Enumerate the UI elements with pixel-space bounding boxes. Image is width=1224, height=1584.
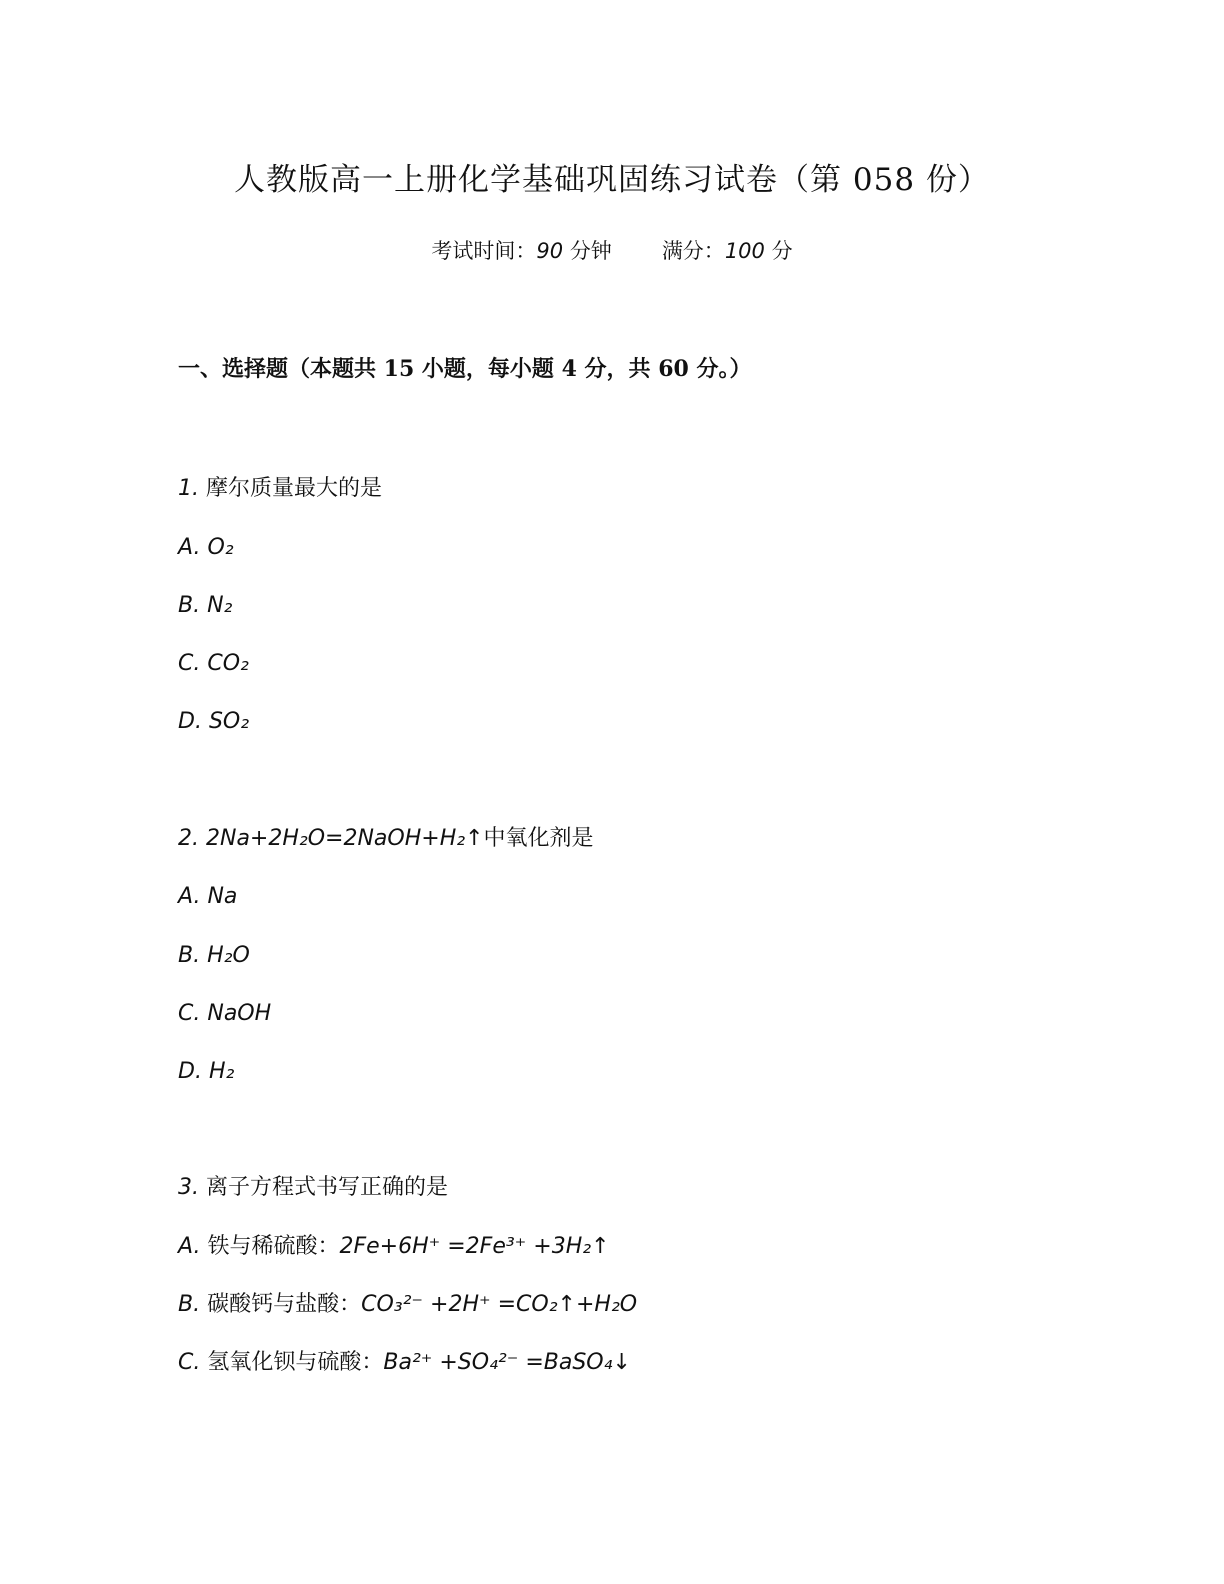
section-heading: 一、选择题（本题共 15 小题，每小题 4 分，共 60 分。） [178,356,752,382]
option-letter: B. [178,943,201,968]
option-text: O₂ [207,535,234,560]
question-formula: 2Na+2H₂O=2NaOH+H₂↑ [206,826,484,851]
question-1-option-b[interactable] [178,589,232,623]
question-2-option-a[interactable] [178,880,237,914]
question-number: 3. [178,1175,199,1200]
option-label: 铁与稀硫酸： [207,1234,340,1259]
question-text: 摩尔质量最大的是 [206,476,383,501]
option-formula: Ba²⁺ +SO₄²⁻ =BaSO₄↓ [383,1350,631,1375]
question-1-stem [178,472,382,506]
time-unit: 分钟 [569,239,612,263]
question-1-option-a[interactable] [178,531,234,565]
score-label: 满分： [661,239,725,263]
option-letter: A. [178,535,201,560]
score-unit: 分 [771,239,793,263]
option-letter: C. [178,1350,201,1375]
option-letter: B. [178,593,201,618]
question-1-option-c[interactable] [178,647,249,681]
question-3-stem [178,1171,448,1205]
option-text: N₂ [207,593,233,618]
question-number: 2. [178,826,199,851]
question-2-option-d[interactable] [178,1055,234,1089]
score-value: 100 [724,239,765,263]
option-letter: D. [178,1059,202,1084]
option-text: SO₂ [208,709,250,734]
option-label: 碳酸钙与盐酸： [207,1292,362,1317]
question-3-option-b[interactable] [178,1288,637,1322]
option-letter: C. [178,1001,201,1026]
option-letter: C. [178,651,201,676]
question-text: 离子方程式书写正确的是 [206,1175,449,1200]
option-letter: D. [178,709,202,734]
page-title: 人教版高一上册化学基础巩固练习试卷（第 058 份） [234,162,990,198]
question-2-stem [178,822,594,856]
exam-info [0,236,1224,266]
option-formula: CO₃²⁻ +2H⁺ =CO₂↑+H₂O [361,1292,638,1317]
question-3-option-c[interactable] [178,1346,631,1380]
option-text: Na [207,884,238,909]
option-text: CO₂ [207,651,249,676]
time-value: 90 [536,239,564,263]
option-label: 氢氧化钡与硫酸： [207,1350,384,1375]
time-label: 考试时间： [431,239,537,263]
question-3-option-a[interactable] [178,1230,610,1264]
question-2-option-c[interactable] [178,997,271,1031]
question-number: 1. [178,476,199,501]
option-formula: 2Fe+6H⁺ =2Fe³⁺ +3H₂↑ [339,1234,610,1259]
option-text: NaOH [207,1001,272,1026]
question-text: 中氧化剂是 [483,826,594,851]
question-2-option-b[interactable] [178,939,250,973]
option-letter: A. [178,1234,201,1259]
option-letter: B. [178,1292,201,1317]
option-text: H₂ [208,1059,235,1084]
option-letter: A. [178,884,201,909]
option-text: H₂O [207,943,250,968]
question-1-option-d[interactable] [178,705,249,739]
